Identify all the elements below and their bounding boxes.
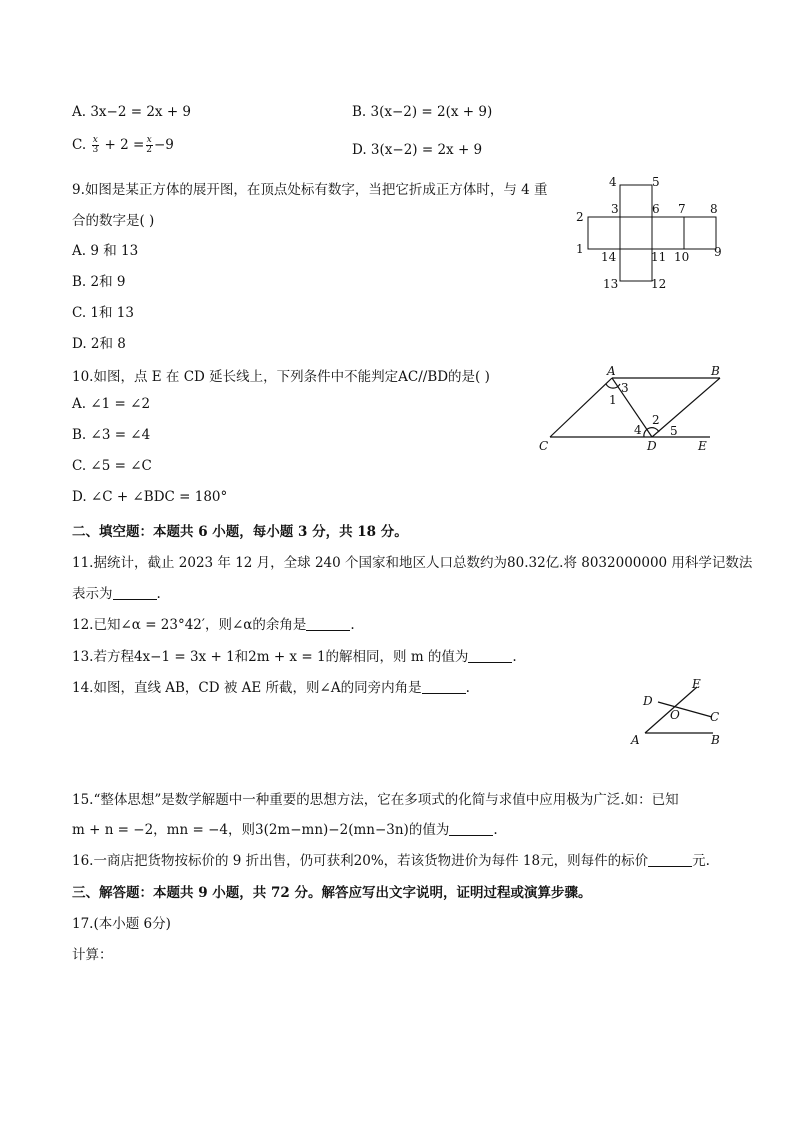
- fraction-denominator: 2: [146, 145, 152, 155]
- net-label: 7: [678, 202, 686, 216]
- point-label-e: E: [698, 439, 707, 453]
- q10-stem: 10.如图，点 E 在 CD 延长线上，下列条件中不能判定AC//BD的是( ): [72, 369, 490, 385]
- transversal-figure: [625, 675, 735, 750]
- net-label: 2: [576, 210, 584, 224]
- angle-label-2: 2: [652, 413, 660, 427]
- q14: [72, 676, 470, 696]
- q11-line2-text: 表示为: [72, 586, 113, 602]
- q12-text: 12.已知∠α = 23°42′，则∠α的余角是: [72, 617, 307, 633]
- angle-label-4: 4: [634, 423, 642, 437]
- answer-blank[interactable]: [113, 585, 157, 600]
- q15-end: .: [493, 822, 498, 838]
- cube-net-figure: [565, 170, 735, 295]
- point-label-b: B: [711, 364, 720, 378]
- angle-label-5: 5: [670, 424, 678, 438]
- q17-prompt: 计算：: [72, 947, 113, 963]
- point-label-o: O: [670, 708, 680, 722]
- fraction-numerator: x: [146, 135, 152, 145]
- q11-line1: 11.据统计，截止 2023 年 12 月，全球 240 个国家和地区人口总数约为80.32亿.将 8032000000 用科学记数法: [72, 555, 753, 571]
- q8-option-c-prefix: C.: [72, 137, 91, 153]
- net-label: 3: [611, 202, 619, 216]
- q10-option-b: B. ∠3 = ∠4: [72, 427, 151, 443]
- q9-stem-line1: 9.如图是某正方体的展开图，在顶点处标有数字，当把它折成正方体时，与 4 重: [72, 182, 548, 198]
- parallel-lines-figure: [530, 362, 730, 457]
- fraction: [91, 136, 99, 155]
- q8-option-b: B. 3(x−2) = 2(x + 9): [352, 104, 493, 120]
- net-label: 5: [652, 175, 660, 189]
- q8-option-a: A. 3x−2 = 2x + 9: [72, 104, 192, 120]
- section-3-heading: [72, 881, 591, 901]
- q8-option-d: D. 3(x−2) = 2x + 9: [352, 142, 483, 158]
- q11-line2: [72, 582, 161, 602]
- q13-end: .: [512, 649, 517, 665]
- net-label: 9: [714, 245, 722, 259]
- q13-text: 13.若方程4x−1 = 3x + 1和2m + x = 1的解相同，则 m 的值为: [72, 649, 469, 665]
- answer-blank[interactable]: [422, 679, 466, 694]
- q9-stem-line2: 合的数字是( ): [72, 213, 155, 229]
- q9-option-b: B. 2和 9: [72, 274, 126, 290]
- net-label: 11: [651, 250, 667, 264]
- q14-text: 14.如图，直线 AB，CD 被 AE 所截，则∠A的同旁内角是: [72, 680, 422, 696]
- point-label-d: D: [643, 694, 653, 708]
- q15-line2-text: m + n = −2，mn = −4，则3(2m−mn)−2(mn−3n)的值为: [72, 822, 450, 838]
- q16: [72, 849, 710, 869]
- q12: [72, 613, 355, 633]
- angle-label-1: 1: [609, 393, 617, 407]
- q9-option-a: A. 9 和 13: [72, 243, 139, 259]
- point-label-b: B: [711, 733, 720, 747]
- q17-title: 17.(本小题 6分): [72, 916, 171, 932]
- q16-text: 16.一商店把货物按标价的 9 折出售，仍可获利20%，若该货物进价为每件 18元，则每件的标价: [72, 853, 649, 869]
- q10-option-a: A. ∠1 = ∠2: [72, 396, 151, 412]
- point-label-e: E: [692, 677, 701, 691]
- q11-line2-end: .: [156, 586, 161, 602]
- q13: [72, 645, 517, 665]
- section-2-title: 二、填空题：: [72, 524, 153, 540]
- net-label: 4: [609, 175, 617, 189]
- q9-option-c: C. 1和 13: [72, 305, 134, 321]
- net-label: 12: [651, 277, 667, 291]
- q8-option-c: [72, 136, 174, 155]
- q10-option-c: C. ∠5 = ∠C: [72, 458, 152, 474]
- fraction: [145, 136, 153, 155]
- section-2-desc: 本题共 6 小题，每小题 3 分，共 18 分。: [153, 524, 408, 540]
- point-label-a: A: [607, 364, 616, 378]
- net-label: 6: [652, 202, 660, 216]
- section-3-title: 三、解答题：: [72, 885, 153, 901]
- point-label-a: A: [631, 733, 640, 747]
- net-label: 1: [576, 242, 584, 256]
- answer-blank[interactable]: [468, 648, 512, 663]
- net-label: 14: [601, 250, 617, 264]
- q8-option-c-suffix: −9: [154, 137, 174, 153]
- point-label-d: D: [647, 439, 657, 453]
- section-3-desc: 本题共 9 小题，共 72 分。解答应写出文字说明，证明过程或演算步骤。: [153, 885, 592, 901]
- q14-end: .: [465, 680, 470, 696]
- answer-blank[interactable]: [449, 821, 493, 836]
- q16-end: 元.: [692, 853, 710, 869]
- fraction-denominator: 3: [92, 145, 99, 155]
- fraction-numerator: x: [92, 135, 98, 145]
- answer-blank[interactable]: [648, 852, 692, 867]
- q9-option-d: D. 2和 8: [72, 336, 126, 352]
- answer-blank[interactable]: [306, 616, 350, 631]
- q10-option-d: D. ∠C + ∠BDC = 180°: [72, 489, 228, 505]
- q15-line1: 15.“整体思想”是数学解题中一种重要的思想方法，它在多项式的化简与求值中应用极为广泛.如：已知: [72, 792, 679, 808]
- section-2-heading: [72, 520, 408, 540]
- net-label: 8: [710, 202, 718, 216]
- q15-line2: [72, 818, 498, 838]
- q8-option-c-mid: + 2 =: [104, 137, 145, 153]
- angle-label-3: 3: [621, 381, 629, 395]
- point-label-c: C: [710, 710, 720, 724]
- net-label: 10: [674, 250, 690, 264]
- point-label-c: C: [539, 439, 549, 453]
- net-label: 13: [603, 277, 619, 291]
- q12-end: .: [350, 617, 355, 633]
